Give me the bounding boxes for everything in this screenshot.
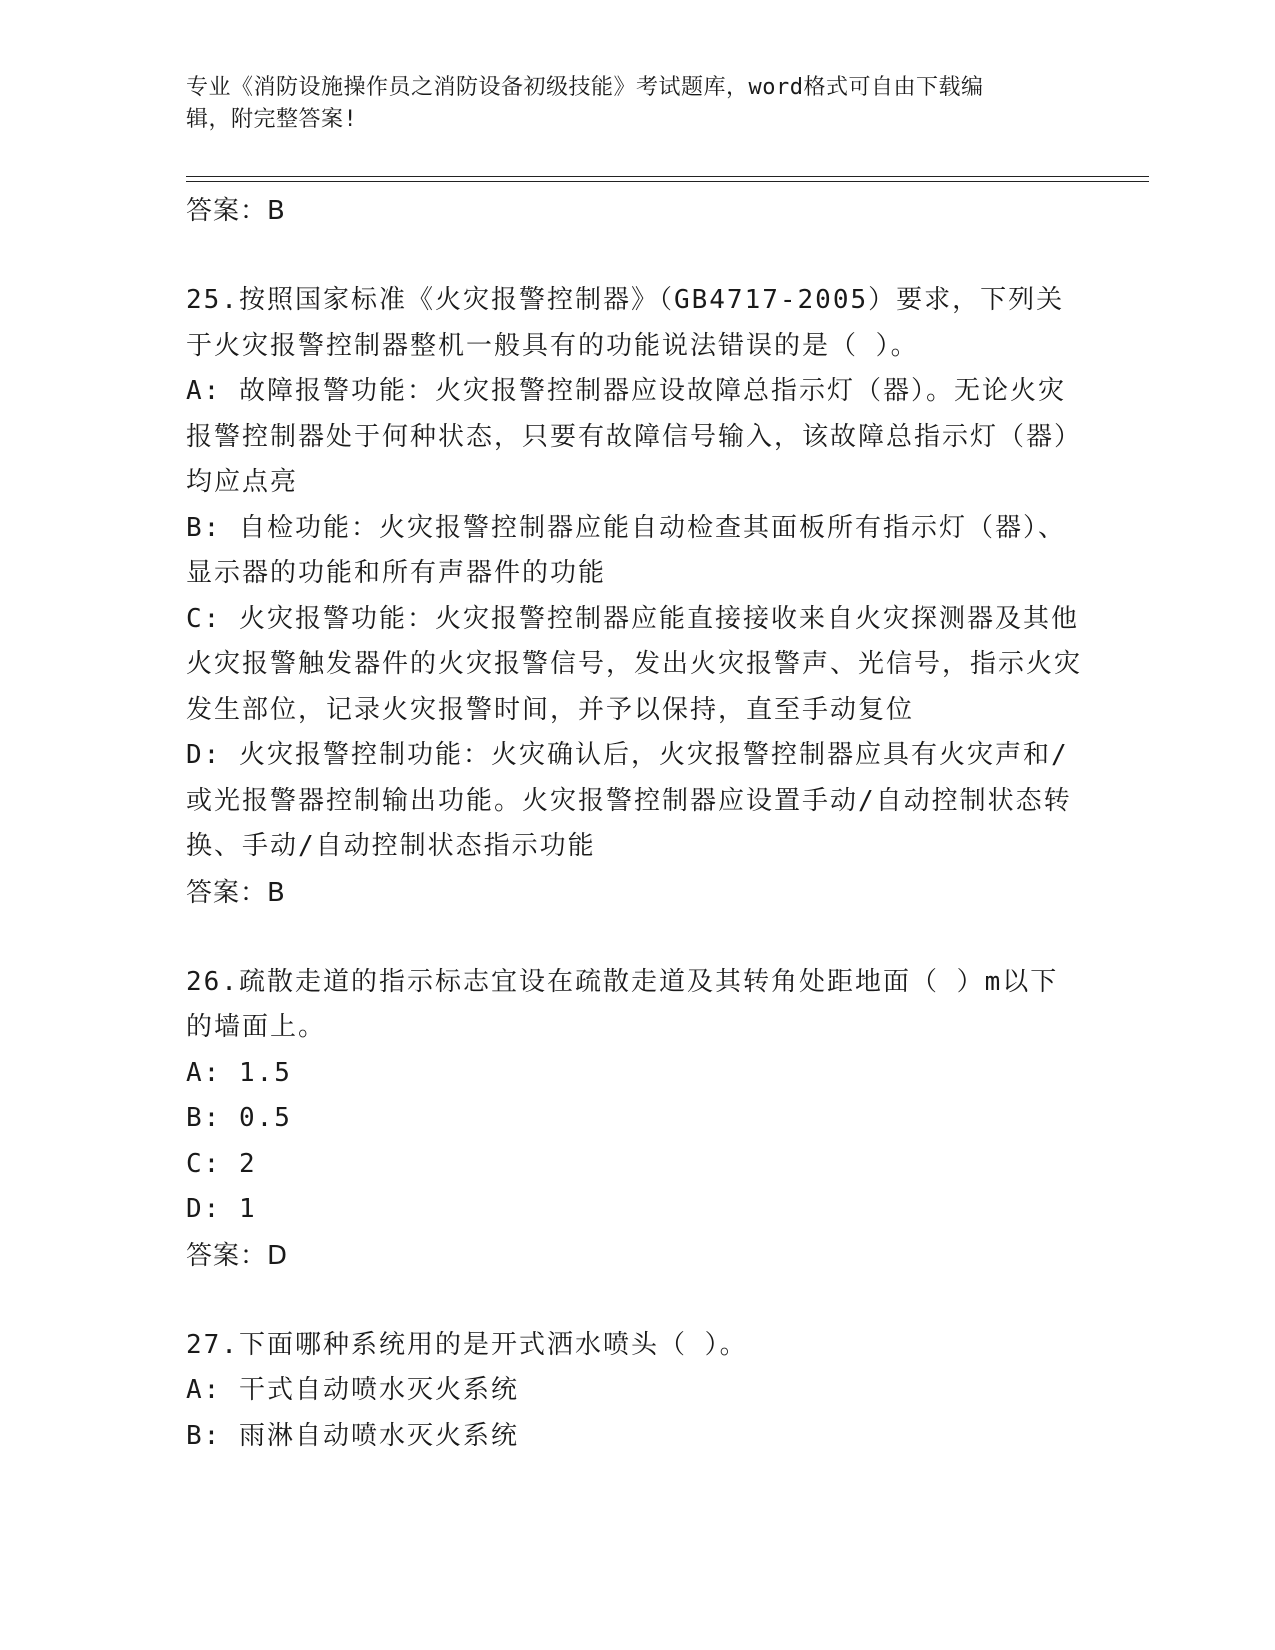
question-stem: 27.下面哪种系统用的是开式洒水喷头（ ）。: [186, 1329, 748, 1360]
header-divider-top: [186, 176, 1149, 177]
header-divider-bottom: [186, 181, 1149, 182]
question-27: [186, 1323, 1086, 1460]
question-26: [186, 960, 1086, 1279]
option-b: B: 0.5: [186, 1103, 292, 1133]
option-b: B: 雨淋自动喷水灭火系统: [186, 1420, 519, 1451]
option-c: C: 火灾报警功能：火灾报警控制器应能直接接收来自火灾探测器及其他火灾报警触发器件的火灾报警信号，发出火灾报警声、光信号，指示火灾发生部位，记录火灾报警时间，并予以保持，直至手动复位: [186, 603, 1083, 725]
document-header: [186, 72, 1066, 136]
answer-line: 答案：B: [186, 196, 286, 226]
question-stem: 26.疏散走道的指示标志宜设在疏散走道及其转角处距地面（ ）m以下的墙面上。: [186, 966, 1059, 1042]
question-25: [186, 278, 1086, 916]
option-d: D: 火灾报警控制功能：火灾确认后，火灾报警控制器应具有火灾声和/或光报警器控制输出功能。火灾报警控制器应设置手动/自动控制状态转换、手动/自动控制状态指示功能: [186, 740, 1072, 861]
answer-line: 答案：D: [186, 1240, 289, 1271]
answer-line: 答案：B: [186, 877, 286, 908]
question-content: [186, 188, 1086, 1459]
option-c: C: 2: [186, 1148, 257, 1179]
option-d: D: 1: [186, 1194, 257, 1224]
option-a: A: 1.5: [186, 1057, 292, 1088]
option-a: A: 故障报警功能：火灾报警控制器应设故障总指示灯（器）。无论火灾报警控制器处于何种状态，只要有故障信号输入，该故障总指示灯（器）均应点亮: [186, 376, 1083, 497]
question-stem: 25.按照国家标准《火灾报警控制器》（GB4717-2005）要求，下列关于火灾报警控制器整机一般具有的功能说法错误的是（ ）。: [186, 285, 1065, 361]
header-line-2: 辑，附完整答案!: [186, 107, 358, 132]
header-line-1: 专业《消防设施操作员之消防设备初级技能》考试题库，word格式可自由下载编: [186, 75, 984, 100]
option-a: A: 干式自动喷水灭火系统: [186, 1375, 519, 1405]
option-b: B: 自检功能：火灾报警控制器应能自动检查其面板所有指示灯（器）、显示器的功能和所有声器件的功能: [186, 512, 1066, 588]
